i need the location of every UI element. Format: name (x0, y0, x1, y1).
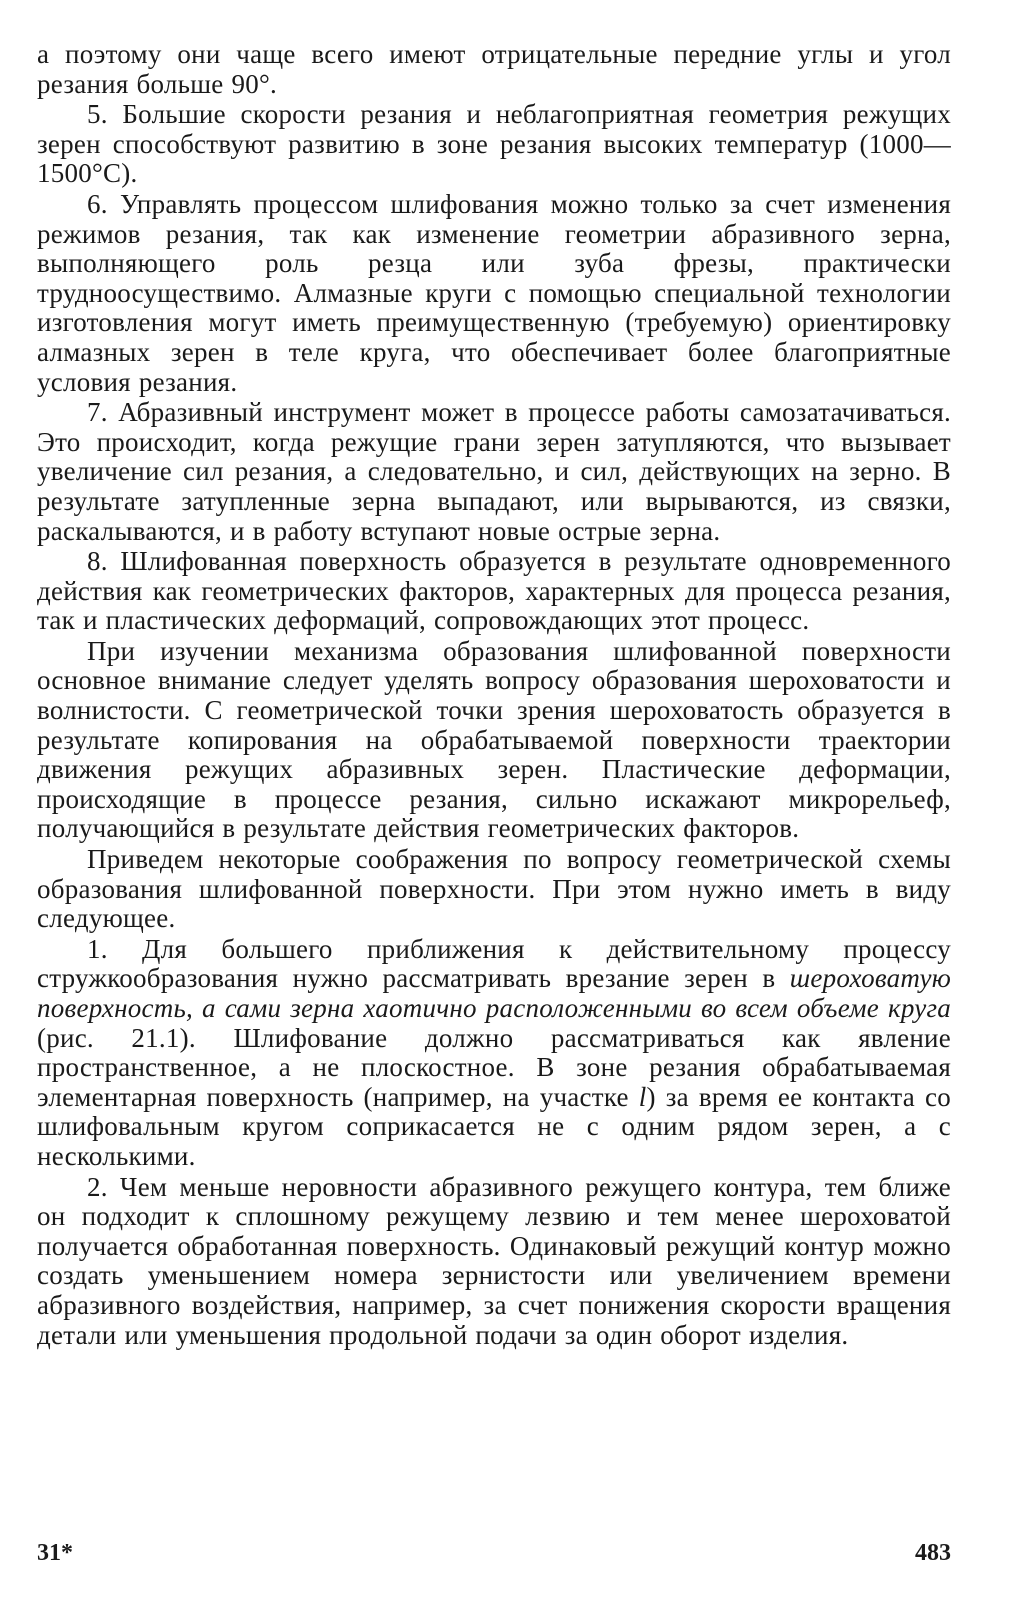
scheme-item-1-part1: 1. Для большего приближения к действительному процессу стружкообразования нужно рассматривать врезание зерен в (37, 933, 951, 994)
paragraph-geometric-scheme: Приведем некоторые соображения по вопросу геометрической схемы образования шлифованной поверхности. При этом нужно иметь в виду следующее. (37, 844, 951, 934)
scheme-item-1-italic2: l (638, 1081, 647, 1112)
scheme-item-1-part3: ) за время ее контакта со шлифовальным кругом соприкасается не с одним рядом зерен, а с несколькими. (37, 1081, 951, 1171)
page-body (37, 40, 951, 1350)
list-item-8: 8. Шлифованная поверхность образуется в результате одновременного действия как геометрических факторов, характерных для процесса резания, так и пластических деформаций, сопровождающих этот процесс. (37, 546, 951, 636)
scheme-item-1 (37, 935, 951, 1172)
scheme-item-2: 2. Чем меньше неровности абразивного режущего контура, тем ближе он подходит к сплошному режущему лезвию и тем менее шероховатой получается обработанная поверхность. Одинаковый режущий контур можно создать уменьшением номера зернистости или увеличением времени абразивного воздействия, например, за счет понижения скорости вращения детали или уменьшения продольной подачи за один оборот изделия. (37, 1171, 951, 1350)
scheme-item-1-part2: (рис. 21.1). Шлифование должно рассматриваться как явление пространственное, а не плоскостное. В зоне резания обрабатываемая элементарная поверхность (например, на участке (37, 1022, 951, 1112)
paragraph-continuation: а поэтому они чаще всего имеют отрицательные передние углы и угол резания больше 90°. (37, 39, 951, 99)
scheme-item-1-italic1: шероховатую поверхность, а сами зерна хаотично расположенными во всем объеме круга (37, 963, 951, 1023)
list-item-5: 5. Большие скорости резания и неблагоприятная геометрия режущих зерен способствуют развитию в зоне резания высоких температур (1000—1500°С). (37, 99, 951, 189)
list-item-6: 6. Управлять процессом шлифования можно только за счет изменения режимов резания, так как изменение геометрии абразивного зерна, выполняющего роль резца или зуба фрезы, практически трудноосуществимо. Алмазные круги с помощью специальной технологии изготовления могут иметь преимущественную (требуемую) ориентировку алмазных зерен в теле круга, что обеспечивает более благоприятные условия резания. (37, 188, 951, 397)
paragraph-roughness: При изучении механизма образования шлифованной поверхности основное внимание следует уделять вопросу образования шероховатости и волнистости. С геометрической точки зрения шероховатость образуется в результате копирования на обрабатываемой поверхности траектории движения режущих абразивных зерен. Пластические деформации, происходящие в процессе резания, сильно искажают микрорельеф, получающийся в результате действия геометрических факторов. (37, 635, 951, 844)
page-footer (37, 1540, 951, 1572)
list-item-7: 7. Абразивный инструмент может в процессе работы самозатачиваться. Это происходит, когда режущие грани зерен затупляются, что вызывает увеличение сил резания, а следовательно, и сил, действующих на зерно. В результате затупленные зерна выпадают, или вырываются, из связки, раскалываются, и в работу вступают новые острые зерна. (37, 397, 951, 546)
page-number: 483 (915, 1540, 951, 1566)
signature-mark: 31* (37, 1540, 73, 1566)
